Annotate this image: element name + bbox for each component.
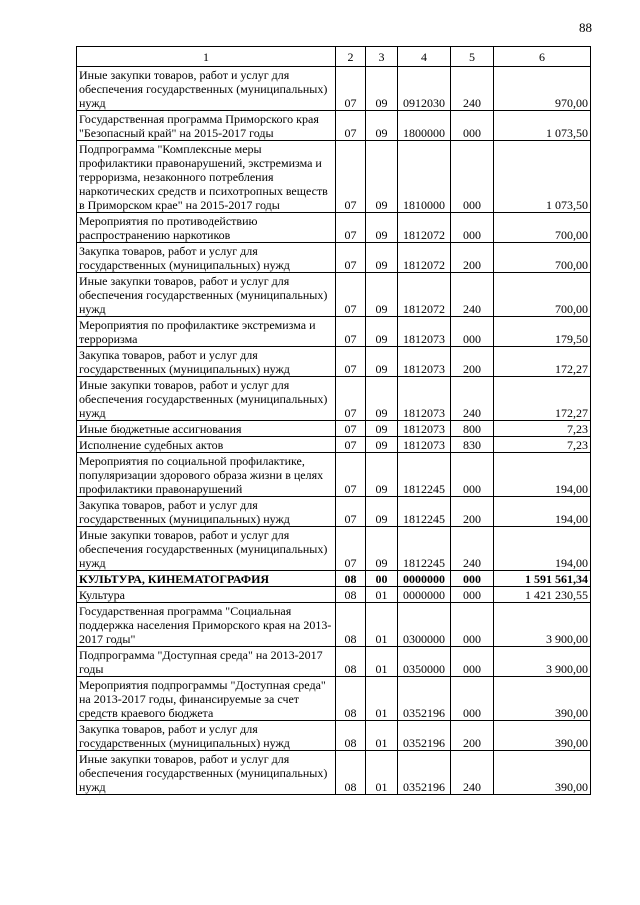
page-number: 88: [579, 20, 592, 35]
row-section-cell: 07: [336, 141, 366, 213]
row-target-article-cell: 1812073: [398, 317, 451, 347]
row-amount-cell: 1 073,50: [494, 111, 591, 141]
row-target-article-cell: 0000000: [398, 571, 451, 587]
table-header-row: [77, 47, 591, 67]
table-row: [77, 453, 591, 497]
row-subsection-cell: 01: [366, 677, 398, 721]
row-expense-type-cell: 000: [451, 677, 494, 721]
row-target-article-cell: 1800000: [398, 111, 451, 141]
row-name-cell: Мероприятия подпрограммы "Доступная среда" на 2013-2017 годы, финансируемые за счет средств краевого бюджета: [77, 677, 336, 721]
row-expense-type-cell: 200: [451, 721, 494, 751]
row-subsection-cell: 09: [366, 67, 398, 111]
table-row: [77, 751, 591, 795]
row-amount-cell: 1 073,50: [494, 141, 591, 213]
row-subsection-cell: 09: [366, 527, 398, 571]
table-row: [77, 317, 591, 347]
table-row: [77, 437, 591, 453]
row-subsection-cell: 00: [366, 571, 398, 587]
row-section-cell: 07: [336, 111, 366, 141]
header-cell: 4: [398, 47, 451, 67]
row-subsection-cell: 09: [366, 213, 398, 243]
row-section-cell: 07: [336, 317, 366, 347]
row-section-cell: 07: [336, 243, 366, 273]
row-subsection-cell: 09: [366, 141, 398, 213]
row-name-cell: Мероприятия по профилактике экстремизма и терроризма: [77, 317, 336, 347]
table-row: [77, 347, 591, 377]
row-expense-type-cell: 200: [451, 347, 494, 377]
table-row: [77, 141, 591, 213]
row-name-cell: Иные закупки товаров, работ и услуг для обеспечения государственных (муниципальных) нужд: [77, 527, 336, 571]
row-name-cell: Закупка товаров, работ и услуг для государственных (муниципальных) нужд: [77, 347, 336, 377]
row-name-cell: Закупка товаров, работ и услуг для государственных (муниципальных) нужд: [77, 721, 336, 751]
row-name-cell: Государственная программа Приморского края "Безопасный край" на 2015-2017 годы: [77, 111, 336, 141]
row-expense-type-cell: 000: [451, 571, 494, 587]
row-amount-cell: 700,00: [494, 213, 591, 243]
row-target-article-cell: 1812073: [398, 437, 451, 453]
row-amount-cell: 970,00: [494, 67, 591, 111]
row-name-cell: Подпрограмма "Доступная среда" на 2013-2017 годы: [77, 647, 336, 677]
row-target-article-cell: 1812245: [398, 527, 451, 571]
row-section-cell: 08: [336, 587, 366, 603]
row-section-cell: 07: [336, 421, 366, 437]
row-subsection-cell: 01: [366, 587, 398, 603]
row-name-cell: Закупка товаров, работ и услуг для государственных (муниципальных) нужд: [77, 243, 336, 273]
row-target-article-cell: 1812073: [398, 421, 451, 437]
row-target-article-cell: 0000000: [398, 587, 451, 603]
row-subsection-cell: 01: [366, 647, 398, 677]
row-name-cell: Иные закупки товаров, работ и услуг для обеспечения государственных (муниципальных) нужд: [77, 273, 336, 317]
row-expense-type-cell: 240: [451, 67, 494, 111]
row-section-cell: 07: [336, 527, 366, 571]
row-name-cell: КУЛЬТУРА, КИНЕМАТОГРАФИЯ: [77, 571, 336, 587]
row-amount-cell: 7,23: [494, 437, 591, 453]
row-subsection-cell: 09: [366, 437, 398, 453]
row-subsection-cell: 09: [366, 111, 398, 141]
row-expense-type-cell: 000: [451, 453, 494, 497]
row-name-cell: Мероприятия по социальной профилактике, популяризации здорового образа жизни в целях профилактики правонарушений: [77, 453, 336, 497]
row-expense-type-cell: 240: [451, 527, 494, 571]
row-name-cell: Исполнение судебных актов: [77, 437, 336, 453]
header-cell: 2: [336, 47, 366, 67]
row-amount-cell: 390,00: [494, 677, 591, 721]
table-row: [77, 377, 591, 421]
row-amount-cell: 700,00: [494, 273, 591, 317]
row-section-cell: 08: [336, 603, 366, 647]
table-row: [77, 213, 591, 243]
row-target-article-cell: 1812072: [398, 273, 451, 317]
row-target-article-cell: 0352196: [398, 677, 451, 721]
row-amount-cell: 700,00: [494, 243, 591, 273]
row-subsection-cell: 01: [366, 603, 398, 647]
row-subsection-cell: 09: [366, 377, 398, 421]
row-target-article-cell: 0352196: [398, 721, 451, 751]
row-subsection-cell: 01: [366, 721, 398, 751]
row-name-cell: Мероприятия по противодействию распространению наркотиков: [77, 213, 336, 243]
row-amount-cell: 1 421 230,55: [494, 587, 591, 603]
row-amount-cell: 194,00: [494, 453, 591, 497]
table-row: [77, 243, 591, 273]
row-target-article-cell: 1812073: [398, 377, 451, 421]
row-expense-type-cell: 000: [451, 111, 494, 141]
row-subsection-cell: 01: [366, 751, 398, 795]
row-section-cell: 08: [336, 571, 366, 587]
row-expense-type-cell: 000: [451, 213, 494, 243]
table-row: [77, 273, 591, 317]
row-target-article-cell: 0352196: [398, 751, 451, 795]
row-amount-cell: 3 900,00: [494, 647, 591, 677]
row-name-cell: Иные закупки товаров, работ и услуг для обеспечения государственных (муниципальных) нужд: [77, 751, 336, 795]
row-target-article-cell: 0912030: [398, 67, 451, 111]
table-row: [77, 421, 591, 437]
row-amount-cell: 172,27: [494, 347, 591, 377]
row-expense-type-cell: 240: [451, 377, 494, 421]
row-name-cell: Подпрограмма "Комплексные меры профилактики правонарушений, экстремизма и терроризма, незаконного потребления наркотических средств и психотропных веществ в Приморском крае" на 2015-2017 годы: [77, 141, 336, 213]
row-subsection-cell: 09: [366, 497, 398, 527]
row-subsection-cell: 09: [366, 273, 398, 317]
row-section-cell: 07: [336, 437, 366, 453]
row-expense-type-cell: 000: [451, 141, 494, 213]
row-expense-type-cell: 200: [451, 497, 494, 527]
row-amount-cell: 390,00: [494, 721, 591, 751]
header-cell: 6: [494, 47, 591, 67]
row-section-cell: 07: [336, 453, 366, 497]
row-section-cell: 08: [336, 647, 366, 677]
row-expense-type-cell: 000: [451, 647, 494, 677]
table-row: [77, 677, 591, 721]
row-subsection-cell: 09: [366, 421, 398, 437]
table-row: [77, 603, 591, 647]
row-section-cell: 07: [336, 67, 366, 111]
row-amount-cell: 194,00: [494, 497, 591, 527]
row-name-cell: Закупка товаров, работ и услуг для государственных (муниципальных) нужд: [77, 497, 336, 527]
row-expense-type-cell: 800: [451, 421, 494, 437]
row-target-article-cell: 1812072: [398, 213, 451, 243]
table-row: [77, 587, 591, 603]
table-row: [77, 527, 591, 571]
row-name-cell: Иные закупки товаров, работ и услуг для обеспечения государственных (муниципальных) нужд: [77, 377, 336, 421]
row-target-article-cell: 0350000: [398, 647, 451, 677]
row-expense-type-cell: 000: [451, 317, 494, 347]
row-expense-type-cell: 830: [451, 437, 494, 453]
row-section-cell: 07: [336, 347, 366, 377]
row-amount-cell: 172,27: [494, 377, 591, 421]
row-subsection-cell: 09: [366, 317, 398, 347]
row-amount-cell: 7,23: [494, 421, 591, 437]
row-name-cell: Культура: [77, 587, 336, 603]
row-target-article-cell: 1812073: [398, 347, 451, 377]
table-row: [77, 721, 591, 751]
row-target-article-cell: 1810000: [398, 141, 451, 213]
row-name-cell: Иные закупки товаров, работ и услуг для обеспечения государственных (муниципальных) нужд: [77, 67, 336, 111]
row-amount-cell: 179,50: [494, 317, 591, 347]
row-expense-type-cell: 000: [451, 603, 494, 647]
row-amount-cell: 3 900,00: [494, 603, 591, 647]
table-row: [77, 67, 591, 111]
row-name-cell: Государственная программа "Социальная поддержка населения Приморского края на 2013-2017 годы": [77, 603, 336, 647]
row-section-cell: 07: [336, 273, 366, 317]
row-section-cell: 08: [336, 751, 366, 795]
header-cell: 3: [366, 47, 398, 67]
row-amount-cell: 194,00: [494, 527, 591, 571]
row-amount-cell: 1 591 561,34: [494, 571, 591, 587]
row-subsection-cell: 09: [366, 453, 398, 497]
row-expense-type-cell: 200: [451, 243, 494, 273]
table-row: [77, 111, 591, 141]
table-row: [77, 497, 591, 527]
row-section-cell: 08: [336, 721, 366, 751]
row-expense-type-cell: 000: [451, 587, 494, 603]
row-target-article-cell: 1812072: [398, 243, 451, 273]
row-section-cell: 08: [336, 677, 366, 721]
budget-table: [76, 46, 591, 795]
table-row: [77, 647, 591, 677]
row-subsection-cell: 09: [366, 243, 398, 273]
row-target-article-cell: 0300000: [398, 603, 451, 647]
header-cell: 5: [451, 47, 494, 67]
row-target-article-cell: 1812245: [398, 497, 451, 527]
header-cell: 1: [77, 47, 336, 67]
row-section-cell: 07: [336, 497, 366, 527]
row-name-cell: Иные бюджетные ассигнования: [77, 421, 336, 437]
row-amount-cell: 390,00: [494, 751, 591, 795]
row-expense-type-cell: 240: [451, 273, 494, 317]
table-row: [77, 571, 591, 587]
row-section-cell: 07: [336, 213, 366, 243]
row-target-article-cell: 1812245: [398, 453, 451, 497]
row-subsection-cell: 09: [366, 347, 398, 377]
row-section-cell: 07: [336, 377, 366, 421]
row-expense-type-cell: 240: [451, 751, 494, 795]
